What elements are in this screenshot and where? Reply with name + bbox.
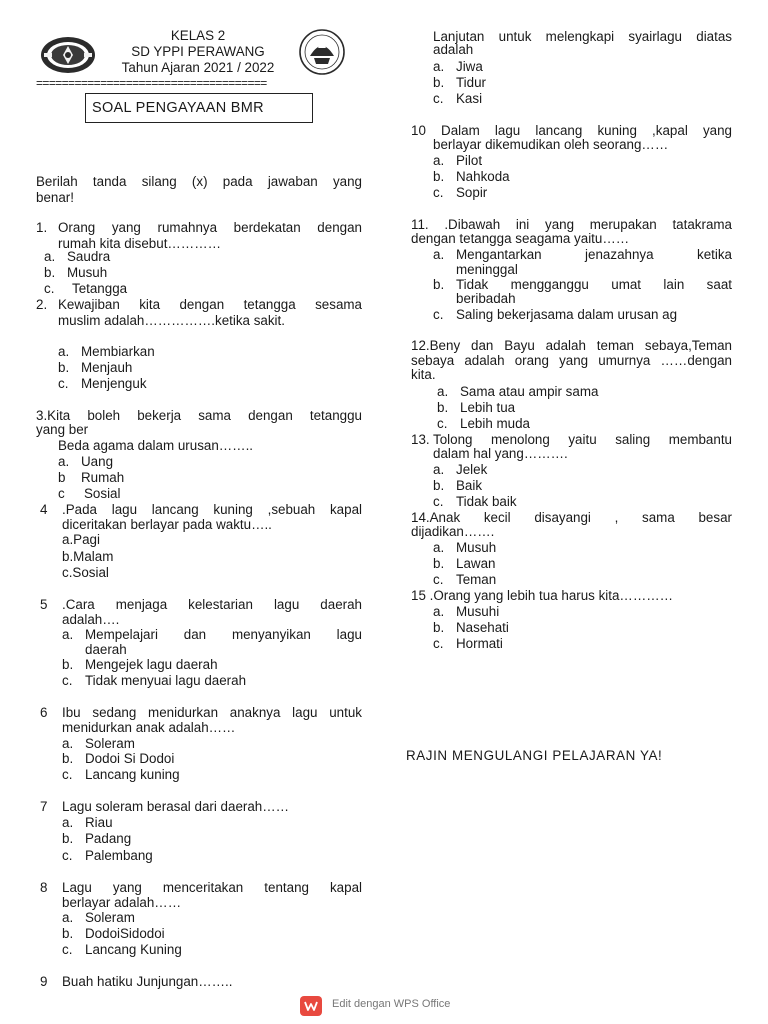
q5-option-c: Tidak menyuai lagu daerah xyxy=(85,673,247,688)
q4-text-line-1: .Pada lagu lancang kuning ,sebuah kapal xyxy=(62,502,362,517)
q2-option-b-letter: b. xyxy=(58,360,70,375)
q8-option-c: Lancang Kuning xyxy=(85,942,182,957)
q10-option-c: Sopir xyxy=(456,185,488,200)
q4-option-b: b.Malam xyxy=(62,549,114,564)
q6-option-b: Dodoi Si Dodoi xyxy=(85,751,175,766)
q13-option-a-letter: a. xyxy=(433,462,445,477)
q13-option-b-letter: b. xyxy=(433,478,445,493)
school-name: SD YPPI PERAWANG xyxy=(131,44,265,59)
q7-option-b-letter: b. xyxy=(62,831,74,846)
q3-text-line-1: 3.Kita boleh bekerja sama dengan tetanggu xyxy=(36,408,362,423)
q1-option-b: Musuh xyxy=(67,265,108,280)
q8-option-b: DodoiSidodoi xyxy=(85,926,165,941)
q6-option-a: Soleram xyxy=(85,736,135,751)
q14-option-c-letter: c. xyxy=(433,572,444,587)
q9-cont-line-2: adalah xyxy=(433,42,474,57)
q3-option-b-letter: b xyxy=(58,470,66,485)
q12-option-c: Lebih muda xyxy=(460,416,530,431)
q5-option-b: Mengejek lagu daerah xyxy=(85,657,218,672)
q10-option-a-letter: a. xyxy=(433,153,445,168)
q7-number: 7 xyxy=(40,799,48,814)
q15-option-a-letter: a. xyxy=(433,604,445,619)
q12-text-line-2: sebaya adalah orang yang umurnya ……dengan xyxy=(411,353,732,368)
q1-option-b-letter: b. xyxy=(44,265,56,280)
q7-option-c: Palembang xyxy=(85,848,153,863)
q10-option-c-letter: c. xyxy=(433,185,444,200)
q5-text-line-2: adalah…. xyxy=(62,612,120,627)
q5-option-a: Mempelajari dan menyanyikan lagu xyxy=(85,627,362,642)
q10-option-b-letter: b. xyxy=(433,169,445,184)
q8-option-b-letter: b. xyxy=(62,926,74,941)
q3-option-c-letter: c xyxy=(58,486,65,501)
q2-option-a: Membiarkan xyxy=(81,344,155,359)
q1-option-c: Tetangga xyxy=(72,281,128,296)
q2-option-b: Menjauh xyxy=(81,360,133,375)
q4-number: 4 xyxy=(40,502,48,517)
q5-option-b-letter: b. xyxy=(62,657,74,672)
q8-text-line-2: berlayar adalah…… xyxy=(62,895,182,910)
q15-option-c-letter: c. xyxy=(433,636,444,651)
q8-option-a-letter: a. xyxy=(62,910,74,925)
q2-option-c-letter: c. xyxy=(58,376,69,391)
q3-option-a-letter: a. xyxy=(58,454,70,469)
q9-cont-line-1: Lanjutan untuk melengkapi syairlagu diatas xyxy=(433,29,732,44)
q15-option-b-letter: b. xyxy=(433,620,445,635)
q13-option-b: Baik xyxy=(456,478,483,493)
q6-option-c-letter: c. xyxy=(62,767,73,782)
q4-option-a: a.Pagi xyxy=(62,532,100,547)
school-emblem-icon xyxy=(40,36,96,74)
q10-text-line-2: berlayar dikemudikan oleh seorang…… xyxy=(433,137,669,152)
q11-text-line-1: 11. .Dibawah ini yang merupakan tatakrama xyxy=(411,217,732,232)
q7-text-line-1: Lagu soleram berasal dari daerah…… xyxy=(62,799,290,814)
q3-option-a: Uang xyxy=(81,454,114,469)
q10-option-a: Pilot xyxy=(456,153,483,168)
q3-option-c: Sosial xyxy=(84,486,121,501)
q7-option-a: Riau xyxy=(85,815,113,830)
q14-option-b-letter: b. xyxy=(433,556,445,571)
q14-text-line-2: dijadikan……. xyxy=(411,524,495,539)
q14-option-c: Teman xyxy=(456,572,497,587)
q7-option-b: Padang xyxy=(85,831,132,846)
title-box xyxy=(85,93,313,123)
class-label: KELAS 2 xyxy=(170,28,226,43)
q12-option-b-letter: b. xyxy=(437,400,449,415)
q1-number: 1. xyxy=(36,220,48,235)
q6-option-a-letter: a. xyxy=(62,736,74,751)
q12-text-line-3: kita. xyxy=(411,367,436,382)
q5-option-a-cont: daerah xyxy=(85,642,127,657)
q2-number: 2. xyxy=(36,297,48,312)
q12-option-b: Lebih tua xyxy=(460,400,516,415)
q9-text-line-1: Buah hatiku Junjungan…….. xyxy=(62,974,233,989)
q11-option-b-cont: beribadah xyxy=(456,291,516,306)
q14-option-b: Lawan xyxy=(456,556,496,571)
q13-option-c-letter: c. xyxy=(433,494,444,509)
q8-option-a: Soleram xyxy=(85,910,135,925)
q15-option-c: Hormati xyxy=(456,636,503,651)
q9-option-b: Tidur xyxy=(456,75,487,90)
q13-text-line-2: dalam hal yang………. xyxy=(433,446,568,461)
q2-text-line-1: Kewajiban kita dengan tetangga sesama xyxy=(58,297,362,312)
q6-text-line-1: Ibu sedang menidurkan anaknya lagu untuk xyxy=(62,705,362,720)
q5-number: 5 xyxy=(40,597,48,612)
q4-text-line-2: diceritakan berlayar pada waktu….. xyxy=(62,517,272,532)
q1-option-c-letter: c. xyxy=(44,281,55,296)
q11-option-a-cont: meninggal xyxy=(456,262,518,277)
q5-option-c-letter: c. xyxy=(62,673,73,688)
q8-option-c-letter: c. xyxy=(62,942,73,957)
q2-option-a-letter: a. xyxy=(58,344,70,359)
school-year: Tahun Ajaran 2021 / 2022 xyxy=(121,60,275,75)
q1-text-line-2: rumah kita disebut………… xyxy=(58,236,221,251)
q3-option-b: Rumah xyxy=(81,470,125,485)
q2-text-line-2: muslim adalah…………….ketika sakit. xyxy=(58,313,285,328)
q15-option-b: Nasehati xyxy=(456,620,509,635)
closing-message: RAJIN MENGULANGI PELAJARAN YA! xyxy=(406,748,663,763)
q3-text-line-2: yang ber xyxy=(36,422,89,437)
header-rule: ==================================== xyxy=(36,76,267,90)
q5-text-line-1: .Cara menjaga kelestarian lagu daerah xyxy=(62,597,362,612)
q12-option-a-letter: a. xyxy=(437,384,449,399)
wps-office-icon xyxy=(300,996,322,1016)
q6-option-b-letter: b. xyxy=(62,751,74,766)
q6-text-line-2: menidurkan anak adalah…… xyxy=(62,720,236,735)
q13-text-line-1: Tolong menolong yaitu saling membantu xyxy=(433,432,732,447)
q9-option-b-letter: b. xyxy=(433,75,445,90)
q4-option-c: c.Sosial xyxy=(62,565,109,580)
q10-option-b: Nahkoda xyxy=(456,169,510,184)
q8-number: 8 xyxy=(40,880,48,895)
q9-option-c: Kasi xyxy=(456,91,483,106)
q12-text-line-1: 12.Beny dan Bayu adalah teman sebaya,Teman xyxy=(411,338,732,353)
q15-option-a: Musuhi xyxy=(456,604,500,619)
q1-option-a: Saudra xyxy=(67,249,111,264)
q13-option-a: Jelek xyxy=(456,462,488,477)
q8-text-line-1: Lagu yang menceritakan tentang kapal xyxy=(62,880,362,895)
q6-option-c: Lancang kuning xyxy=(85,767,180,782)
page-title: SOAL PENGAYAAN BMR xyxy=(92,100,264,116)
q9-option-a-letter: a. xyxy=(433,59,445,74)
q14-option-a: Musuh xyxy=(456,540,497,555)
q13-number: 13. xyxy=(411,432,430,447)
q7-option-a-letter: a. xyxy=(62,815,74,830)
q7-option-c-letter: c. xyxy=(62,848,73,863)
q5-option-a-letter: a. xyxy=(62,627,74,642)
q9-option-c-letter: c. xyxy=(433,91,444,106)
q14-option-a-letter: a. xyxy=(433,540,445,555)
q12-option-a: Sama atau ampir sama xyxy=(460,384,599,399)
q2-option-c: Menjenguk xyxy=(81,376,147,391)
q9-number: 9 xyxy=(40,974,48,989)
q14-text-line-1: 14.Anak kecil disayangi , sama besar xyxy=(411,510,732,525)
q11-option-a: Mengantarkan jenazahnya ketika xyxy=(456,247,732,262)
q13-option-c: Tidak baik xyxy=(456,494,517,509)
q6-number: 6 xyxy=(40,705,48,720)
q3-text-line-3: Beda agama dalam urusan…….. xyxy=(58,438,254,453)
q11-option-b-letter: b. xyxy=(433,277,445,292)
q11-text-line-2: dengan tetangga seagama yaitu…… xyxy=(411,231,630,246)
tut-wuri-handayani-icon xyxy=(296,28,348,76)
instruction-line-2: benar! xyxy=(36,190,74,205)
q11-option-c: Saling bekerjasama dalam urusan ag xyxy=(456,307,678,322)
q11-option-c-letter: c. xyxy=(433,307,444,322)
q11-option-b: Tidak mengganggu umat lain saat xyxy=(456,277,732,292)
q1-option-a-letter: a. xyxy=(44,249,56,264)
q9-option-a: Jiwa xyxy=(456,59,483,74)
q10-text-line-1: 10 Dalam lagu lancang kuning ,kapal yang xyxy=(411,123,732,138)
q11-option-a-letter: a. xyxy=(433,247,445,262)
wps-footer-text: Edit dengan WPS Office xyxy=(332,998,451,1010)
q1-text-line-1: Orang yang rumahnya berdekatan dengan xyxy=(58,220,362,235)
q12-option-c-letter: c. xyxy=(437,416,448,431)
q15-text-line-1: 15 .Orang yang lebih tua harus kita………… xyxy=(411,588,673,603)
instruction-line-1: Berilah tanda silang (x) pada jawaban yang xyxy=(36,174,362,189)
